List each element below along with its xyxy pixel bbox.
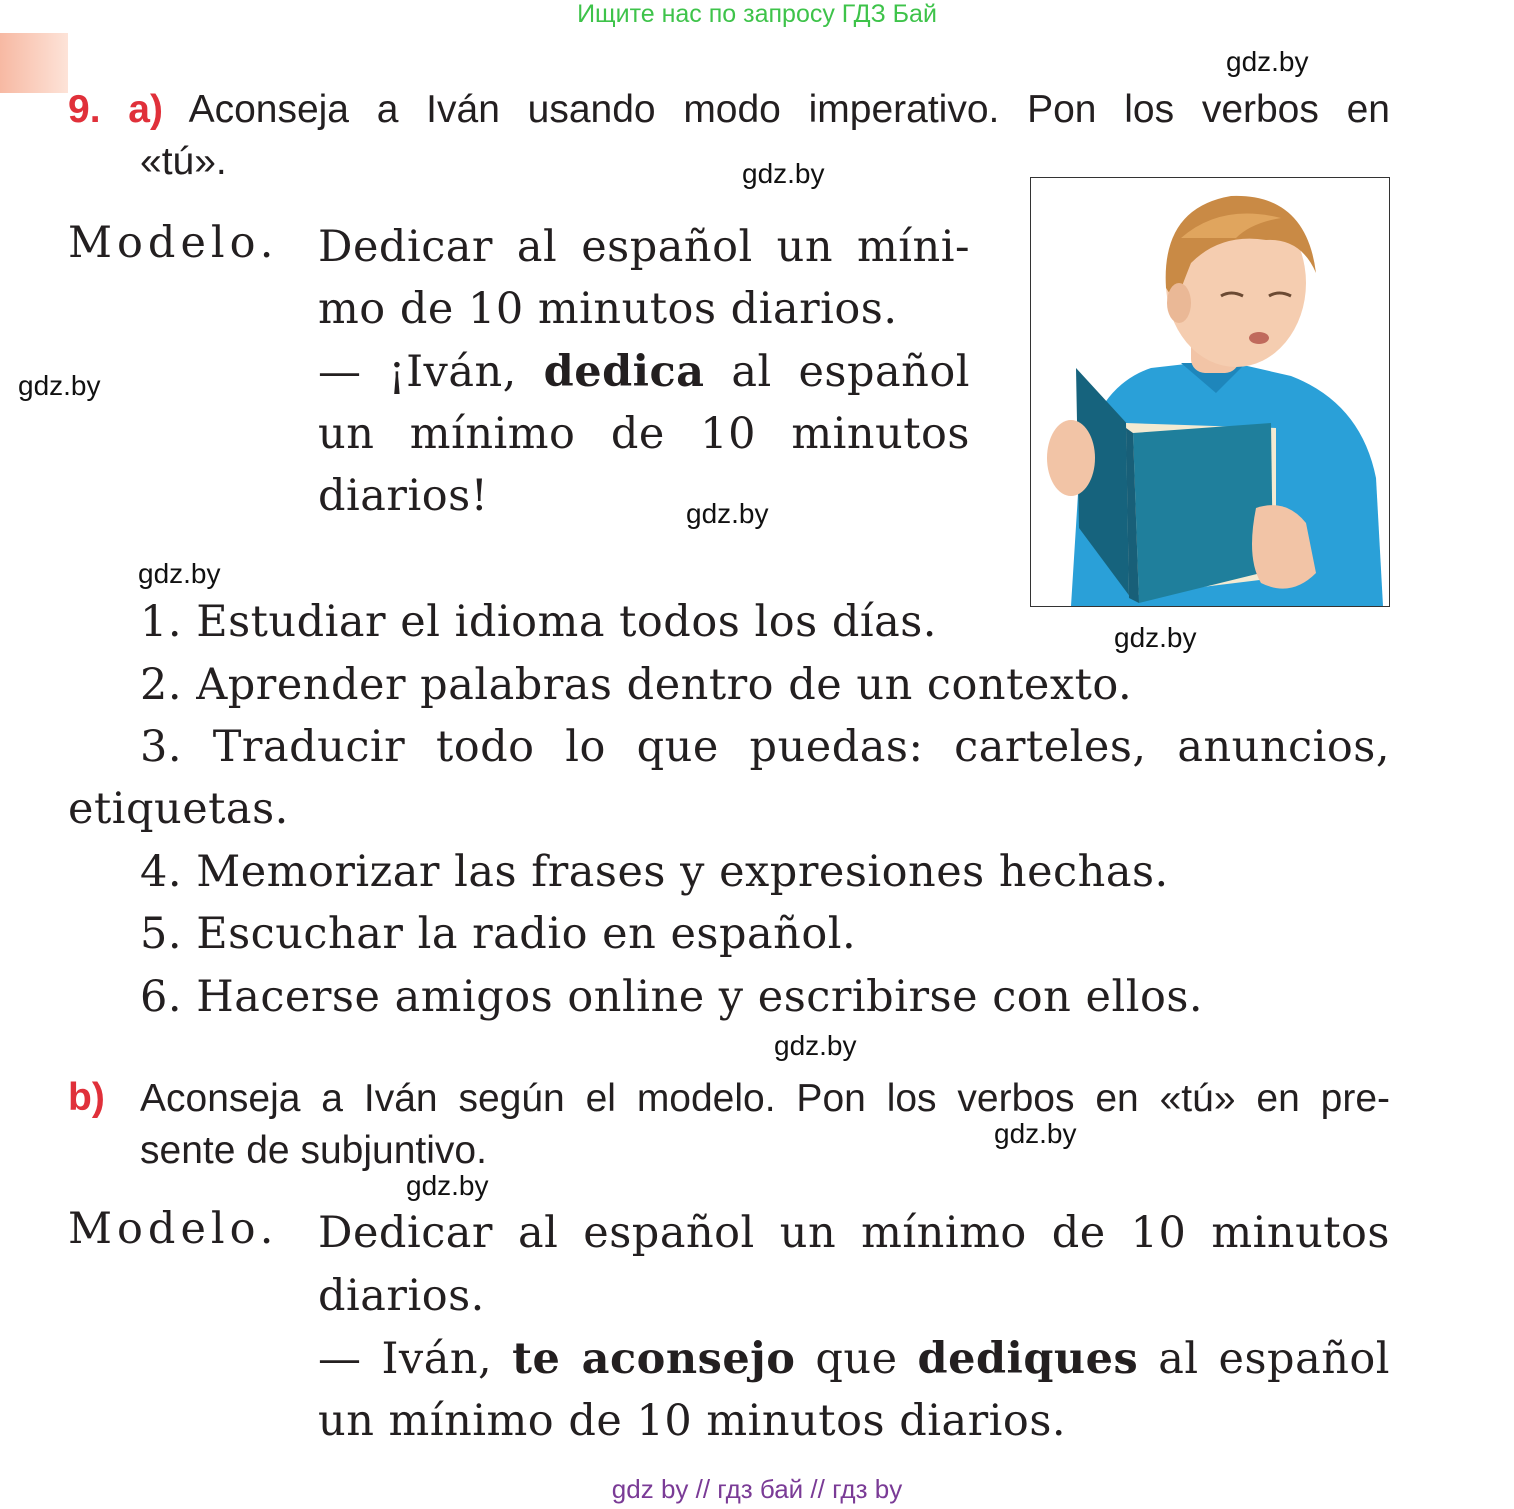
modelo-answer-line: un mínimo de 10 minutos (318, 409, 970, 459)
instruction-line-1: Aconseja a Iván usando modo imperativo. Pon los verbos en (188, 88, 1390, 131)
modelo-label: Modelo. (68, 218, 279, 268)
boy-reading-illustration (1031, 178, 1389, 606)
watermark: gdz.by (686, 498, 769, 529)
modelo-line: diarios. (318, 1271, 485, 1321)
modelo-line: Dedicar al español un míni- (318, 222, 970, 272)
answer-text: — ¡Iván, (318, 347, 517, 397)
part-b-instruction-line-2: sente de subjuntivo. (140, 1129, 487, 1172)
watermark: gdz.by (1114, 622, 1197, 653)
boy-reading-book-photo (1030, 177, 1390, 607)
modelo-answer-line: diarios! (318, 471, 489, 521)
watermark: gdz.by (406, 1170, 489, 1201)
watermark: gdz.by (1226, 46, 1309, 77)
answer-bold-verb: dediques (917, 1334, 1139, 1384)
list-item: 5. Escuchar la radio en español. (140, 909, 857, 959)
watermark: gdz.by (774, 1030, 857, 1061)
modelo-line: mo de 10 minutos diarios. (318, 284, 898, 334)
watermark: gdz.by (138, 558, 221, 589)
list-item: 1. Estudiar el idioma todos los días. (140, 597, 937, 647)
list-item: 3. Traducir todo lo que puedas: carteles, anuncios, (140, 722, 1390, 772)
watermark: gdz.by (18, 370, 101, 401)
modelo-answer-line (318, 1328, 1390, 1390)
part-b-instruction-line-1: Aconseja a Iván según el modelo. Pon los verbos en «tú» en pre- (140, 1077, 1390, 1120)
list-item: 6. Hacerse amigos online y escribirse con ellos. (140, 972, 1204, 1022)
modelo-answer-line (318, 341, 970, 403)
answer-text: — Iván, (318, 1334, 493, 1384)
exercise-9a-instruction (68, 85, 1390, 135)
watermark: gdz.by (994, 1118, 1077, 1149)
modelo-label: Modelo. (68, 1204, 279, 1254)
answer-text: que (815, 1334, 898, 1384)
answer-bold-phrase: te aconsejo (512, 1334, 796, 1384)
modelo-line: Dedicar al español un mínimo de 10 minutos (318, 1208, 1390, 1258)
exercise-number: 9. (68, 88, 101, 131)
modelo-answer-line: un mínimo de 10 minutos diarios. (318, 1396, 1067, 1446)
list-item: 2. Aprender palabras dentro de un contexto. (140, 660, 1133, 710)
footer-watermark: gdz by // гдз бай // гдз by (611, 1474, 903, 1504)
answer-text: al español (1158, 1334, 1391, 1384)
part-b-letter: b) (68, 1076, 105, 1119)
watermark: gdz.by (742, 158, 825, 189)
list-item: 4. Memorizar las frases y expresiones hechas. (140, 847, 1169, 897)
instruction-line-2: «tú». (140, 140, 227, 183)
list-item-continuation: etiquetas. (68, 784, 289, 834)
page-corner-tab (0, 33, 68, 93)
search-banner: Ищите нас по запросу ГДЗ Бай (577, 0, 937, 28)
answer-bold-verb: dedica (543, 347, 705, 397)
part-a-letter: a) (128, 88, 163, 131)
answer-text: al español (731, 347, 970, 397)
